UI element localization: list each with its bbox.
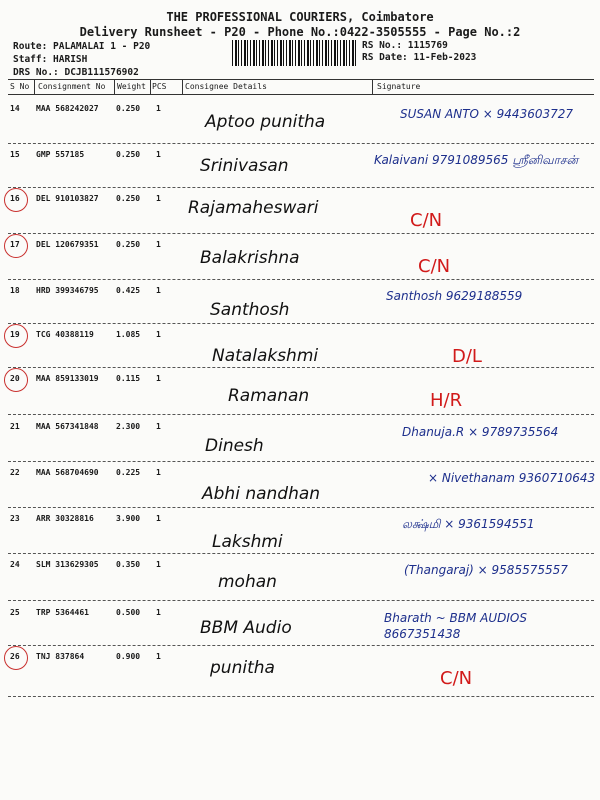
col-divider: [114, 80, 115, 94]
row-consignment-no: GMP 557185: [36, 150, 85, 159]
row-consignment-no: DEL 910103827: [36, 194, 99, 203]
col-divider: [34, 80, 35, 94]
col-divider: [372, 80, 373, 94]
row-divider: [8, 367, 594, 368]
row-pcs: 1: [156, 514, 161, 523]
drs-label: DRS No.: DCJB111576902: [13, 67, 139, 78]
row-circle-mark: [4, 234, 28, 258]
rs-date: RS Date: 11-Feb-2023: [362, 52, 477, 63]
row-sno: 18: [10, 286, 20, 295]
row-sno: 20: [10, 374, 20, 383]
row-pcs: 1: [156, 286, 161, 295]
row-signature: Bharath ~ BBM AUDIOS 8667351438: [384, 611, 527, 641]
row-signature: × Nivethanam 9360710643: [428, 471, 596, 485]
row-divider: [8, 696, 594, 697]
row-sno: 16: [10, 194, 20, 203]
row-circle-mark: [4, 646, 28, 670]
row-divider: [8, 414, 594, 415]
col-sno-header: S No: [10, 82, 30, 91]
row-signature: SUSAN ANTO × 9443603727: [400, 107, 574, 121]
row-consignee-handwritten: Dinesh: [205, 436, 264, 456]
row-consignment-no: MAA 567341848: [36, 422, 99, 431]
row-consignment-no: ARR 30328816: [36, 514, 94, 523]
row-consignee-handwritten: BBM Audio: [200, 618, 292, 638]
row-weight: 2.300: [116, 422, 141, 431]
row-pcs: 1: [156, 652, 161, 661]
row-circle-mark: [4, 188, 28, 212]
row-weight: 0.250: [116, 240, 141, 249]
row-sno: 23: [10, 514, 20, 523]
row-consignment-no: HRD 399346795: [36, 286, 99, 295]
header-top-line: [8, 79, 594, 80]
row-weight: 3.900: [116, 514, 141, 523]
col-pcs-header: PCS: [152, 82, 167, 91]
row-divider: [8, 323, 594, 324]
barcode: [232, 40, 356, 66]
row-pcs: 1: [156, 374, 161, 383]
row-sno: 26: [10, 652, 20, 661]
row-consignment-no: MAA 568704690: [36, 468, 99, 477]
row-pcs: 1: [156, 194, 161, 203]
row-signature: H/R: [430, 390, 463, 411]
row-divider: [8, 143, 594, 144]
rs-number: RS No.: 1115769: [362, 40, 448, 51]
row-signature: D/L: [452, 346, 482, 367]
row-consignment-no: TNJ 837864: [36, 652, 85, 661]
row-signature: Kalaivani 9791089565 ஸ்ரீனிவாசன்: [374, 153, 579, 167]
row-pcs: 1: [156, 104, 161, 113]
row-weight: 0.900: [116, 652, 141, 661]
row-pcs: 1: [156, 240, 161, 249]
row-pcs: 1: [156, 422, 161, 431]
row-signature: Dhanuja.R × 9789735564: [402, 425, 559, 439]
row-signature: (Thangaraj) × 9585575557: [404, 563, 568, 577]
row-consignment-no: MAA 568242027: [36, 104, 99, 113]
row-consignee-handwritten: Lakshmi: [212, 532, 283, 552]
row-divider: [8, 279, 594, 280]
row-pcs: 1: [156, 468, 161, 477]
row-consignee-handwritten: Srinivasan: [200, 156, 289, 176]
row-weight: 0.115: [116, 374, 141, 383]
row-consignee-handwritten: Ramanan: [228, 386, 310, 406]
row-pcs: 1: [156, 608, 161, 617]
col-consignment-header: Consignment No: [38, 82, 106, 91]
row-divider: [8, 187, 594, 188]
row-consignee-handwritten: Santhosh: [210, 300, 290, 320]
row-consignment-no: SLM 313629305: [36, 560, 99, 569]
row-sno: 15: [10, 150, 20, 159]
row-consignment-no: DEL 120679351: [36, 240, 99, 249]
route-label: Route: PALAMALAI 1 - P20: [13, 41, 151, 52]
row-signature: C/N: [410, 210, 443, 231]
row-weight: 1.085: [116, 330, 141, 339]
col-signature-header: Signature: [377, 82, 421, 91]
row-pcs: 1: [156, 330, 161, 339]
row-signature: Santhosh 9629188559: [386, 289, 523, 303]
col-consignee-header: Consignee Details: [185, 82, 267, 91]
row-divider: [8, 600, 594, 601]
row-consignee-handwritten: Natalakshmi: [212, 346, 319, 366]
row-pcs: 1: [156, 150, 161, 159]
row-divider: [8, 233, 594, 234]
row-consignee-handwritten: mohan: [218, 572, 277, 592]
row-circle-mark: [4, 368, 28, 392]
row-signature: லக்ஷ்மி × 9361594551: [402, 517, 535, 531]
row-divider: [8, 507, 594, 508]
row-consignee-handwritten: punitha: [210, 658, 275, 678]
row-weight: 0.225: [116, 468, 141, 477]
row-weight: 0.250: [116, 150, 141, 159]
row-sno: 14: [10, 104, 20, 113]
row-signature: C/N: [440, 668, 473, 689]
row-divider: [8, 461, 594, 462]
row-divider: [8, 645, 594, 646]
row-consignment-no: TRP 5364461: [36, 608, 89, 617]
row-sno: 21: [10, 422, 20, 431]
row-circle-mark: [4, 324, 28, 348]
row-sno: 22: [10, 468, 20, 477]
row-consignee-handwritten: Rajamaheswari: [188, 198, 319, 218]
row-sno: 24: [10, 560, 20, 569]
row-consignee-handwritten: Balakrishna: [200, 248, 300, 268]
row-signature: C/N: [418, 256, 451, 277]
row-sno: 17: [10, 240, 20, 249]
row-consignment-no: TCG 40388119: [36, 330, 94, 339]
col-divider: [182, 80, 183, 94]
row-weight: 0.250: [116, 104, 141, 113]
col-divider: [150, 80, 151, 94]
row-pcs: 1: [156, 560, 161, 569]
runsheet-title: Delivery Runsheet - P20 - Phone No.:0422-3505555 - Page No.:2: [79, 25, 521, 39]
row-consignment-no: MAA 859133019: [36, 374, 99, 383]
staff-label: Staff: HARISH: [13, 54, 88, 65]
row-sno: 19: [10, 330, 20, 339]
row-sno: 25: [10, 608, 20, 617]
header-bottom-line: [8, 94, 594, 95]
col-weight-header: Weight: [117, 82, 146, 91]
row-divider: [8, 553, 594, 554]
row-weight: 0.500: [116, 608, 141, 617]
row-weight: 0.250: [116, 194, 141, 203]
row-consignee-handwritten: Aptoo punitha: [205, 112, 326, 132]
company-title: THE PROFESSIONAL COURIERS, Coimbatore: [166, 10, 434, 24]
row-consignee-handwritten: Abhi nandhan: [202, 484, 321, 504]
row-weight: 0.350: [116, 560, 141, 569]
row-weight: 0.425: [116, 286, 141, 295]
